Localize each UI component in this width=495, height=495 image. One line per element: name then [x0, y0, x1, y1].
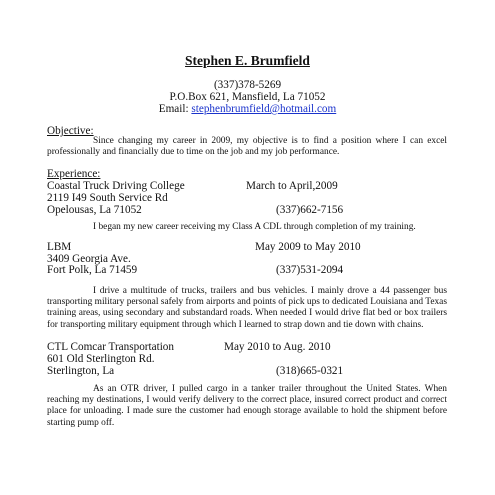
job-3-phone: (318)665-0321: [276, 365, 344, 377]
job-1-employer: Coastal Truck Driving College: [47, 180, 185, 192]
objective-heading: Objective:: [47, 125, 94, 137]
job-1-phone: (337)662-7156: [276, 204, 344, 216]
job-3-street: 601 Old Sterlington Rd.: [47, 353, 155, 365]
job-3-description-body: As an OTR driver, I pulled cargo in a tanker trailer throughout the United States. When reaching my destinations, I would verify delivery to the correct place, insured correct product and correct place for unloading. I made sure the customer had enough storage available to hold the shipment before starting pump off.: [47, 384, 447, 428]
job-3-dates: May 2010 to Aug. 2010: [224, 341, 331, 353]
job-1-description: I began my new career receiving my Class A CDL through completion of my training.: [93, 222, 416, 232]
experience-heading: Experience:: [47, 168, 101, 180]
resume-name: Stephen E. Brumfield: [185, 53, 310, 68]
email-label: Email:: [158, 103, 189, 115]
job-3-city: Sterlington, La: [47, 365, 115, 377]
job-2-dates: May 2009 to May 2010: [255, 241, 361, 253]
contact-phone: (337)378-5269: [213, 79, 282, 91]
job-1-dates: March to April,2009: [246, 180, 338, 192]
job-1-city: Opelousas, La 71052: [47, 204, 142, 216]
objective-body: Since changing my career in 2009, my objective is to find a position where I can excel professionally and financially due to time on the job and my job performance.: [47, 136, 447, 158]
job-1-street: 2119 I49 South Service Rd: [47, 192, 168, 204]
job-2-description-body: I drive a multitude of trucks, trailers and bus vehicles. I mainly drove a 44 passenger bus transporting military personal safely from airports and points of pick ups to dedicated Louisiana and Texas training areas, using secondary and substandard roads. When needed I would drive flat bed or box trailers for transporting military equipment through which I learned to strap down and tie down with chains.: [47, 286, 447, 330]
job-2-employer: LBM: [47, 241, 72, 253]
job-2-phone: (337)531-2094: [276, 264, 344, 276]
job-3-employer: CTL Comcar Transportation: [47, 341, 174, 353]
contact-email-line: [0, 103, 495, 115]
job-2-street: 3409 Georgia Ave.: [47, 253, 131, 265]
contact-address: P.O.Box 621, Mansfield, La 71052: [169, 91, 326, 103]
job-2-city: Fort Polk, La 71459: [47, 264, 138, 276]
email-link[interactable]: stephenbrumfield@hotmail.com: [191, 103, 337, 115]
job-2-description: [47, 286, 447, 331]
job-3-description: [47, 384, 447, 429]
objective-text: [47, 136, 447, 158]
